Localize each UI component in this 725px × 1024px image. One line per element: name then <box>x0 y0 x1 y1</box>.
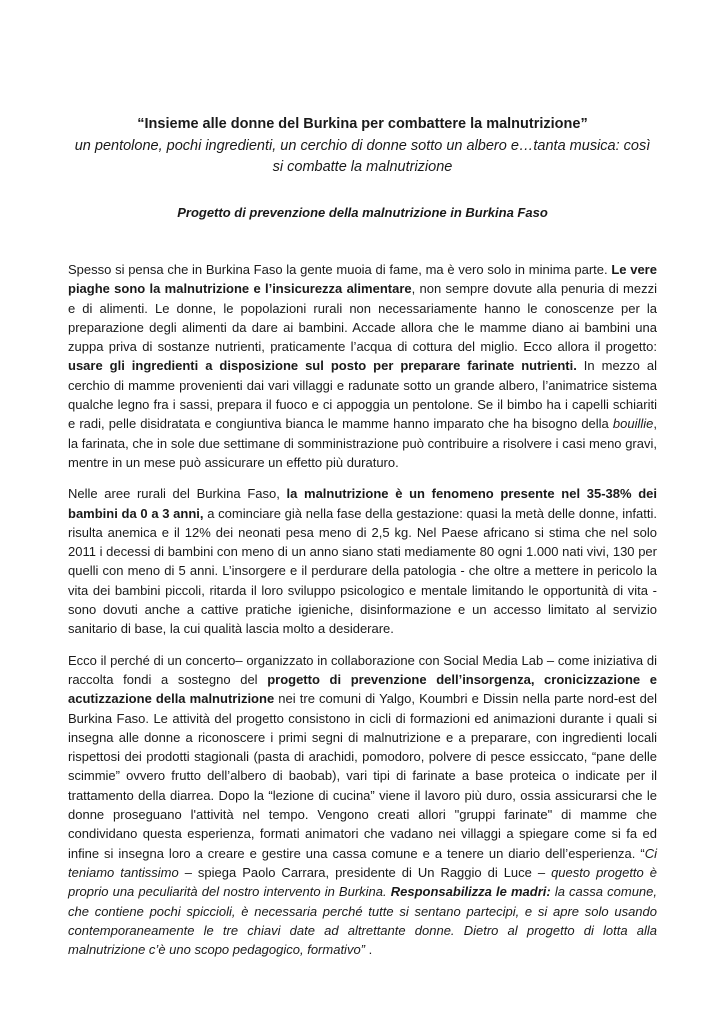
text-run: Nelle aree rurali del Burkina Faso, <box>68 486 287 502</box>
italic-run: Ci teniamo tantissimo <box>68 845 657 880</box>
document-subtitle: un pentolone, pochi ingredienti, un cerchio di donne sotto un albero e…tanta musica: così si combatte la malnutrizione <box>74 138 651 175</box>
document-title: “Insieme alle donne del Burkina per combattere la malnutrizione” <box>137 116 588 132</box>
bold-run: Le vere piaghe sono la malnutrizione e l’insicurezza alimentare <box>68 262 657 297</box>
paragraph-intro <box>68 260 657 472</box>
bold-run: la malnutrizione è un fenomeno presente nel 35-38% dei bambini da 0 a 3 anni, <box>68 486 657 521</box>
italic-run: bouillie <box>612 416 654 432</box>
project-heading: Progetto di prevenzione della malnutrizione in Burkina Faso <box>177 205 548 220</box>
text-run: Ecco il perché di un concerto– organizzato in collaborazione con Social Media Lab – come iniziativa di raccolta fondi a sostegno del <box>68 652 657 687</box>
text-run: , non sempre dovute alla penuria di mezzi e di alimenti. Le donne, le popolazioni rurali non necessariamente hanno le conoscenze per la preparazione degli alimenti da dare ai bambini. Accade allora che le mamme diano ai bambini una zuppa priva di sostanze nutrienti, praticamente l’acqua di cottura del miglio. Ecco allora il progetto: <box>68 281 657 355</box>
italic-run: questo progetto è proprio una peculiarità del nostro intervento in Burkina. <box>68 864 657 900</box>
text-run: In mezzo al cerchio di mamme provenienti dai vari villaggi e radunate sotto un grande albero, l’animatrice sistema qualche legno fra i sassi, prepara il fuoco e ci appoggia un pentolone. Se il bimbo ha i capelli schiariti e radi, pelle disidratata e congiuntiva bianca le mamme hanno imparato che ha bisogno della <box>68 358 657 432</box>
text-run: Spesso si pensa che in Burkina Faso la gente muoia di fame, ma è vero solo in minima parte. <box>68 262 612 277</box>
bold-run: progetto di prevenzione dell’insorgenza, cronicizzazione e acutizzazione della malnutrizione <box>68 671 657 707</box>
text-run: . <box>365 942 373 958</box>
italic-run: la cassa comune, che contiene pochi spiccioli, è necessaria perché tutte si sentano partecipi, e si apre solo usando contemporaneamente le tre chiavi date ad altrettante donne. Dietro al progetto di lotta alla malnutrizione c’è uno scopo pedagogico, formativo” <box>68 884 657 958</box>
text-run: – spiega Paolo Carrara, presidente di Un Raggio di Luce – <box>178 864 552 880</box>
text-run: nei tre comuni di Yalgo, Koumbri e Dissin nella parte nord-est del Burkina Faso. Le attività del progetto consistono in cicli di formazioni ed animazioni durante i quali si insegna alle donne a riconoscere i primi segni di malnutrizione e a preparare, con ingredienti locali rispettosi dei prodotti stagionali (pasta di arachidi, pomodoro, polvere di pesce essiccato, “pane delle scimmie” ovvero frutto dell’albero di baobab), vari tipi di farinate a base proteica o indicate per il trattamento della diarrea. Dopo la “lezione di cucina” viene il lavoro più duro, ossia assicurarsi che le donne proseguano l'attività nel tempo. Vengono creati allori "gruppi farinate" di mamme che condividano questa esperienza, formati animatori che vadano nei villaggi a spiegare come si fa ed infine si insegna loro a creare e gestire una cassa comune e a tenere un diario dell’esperienza. “ <box>68 691 657 861</box>
text-run: a cominciare già nella fase della gestazione: quasi la metà delle donne, infatti. risulta anemica e il 12% dei neonati pesa meno di 2,5 kg. Nel Paese africano si stima che nel solo 2011 i decessi di bambini con meno di un anno siano stati mediamente 80 ogni 1.000 nati vivi, 130 per quelli con meno di 5 anni. L’insorgere e il perdurare della patologia - che oltre a mettere in pericolo la vita dei bambini piccoli, ritarda il loro sviluppo psicologico e mentale limitando le opportunità di vita - sono dovuti anche a cattive pratiche igieniche, disinformazione e un accesso limitato al servizio sanitario di base, la cui qualità lascia molto a desiderare. <box>68 505 657 637</box>
paragraph-project <box>68 651 657 960</box>
text-run: , la farinata, che in sole due settimane di somministrazione può contribuire a risolvere i casi meno gravi, mentre in un mese può assicurare un effetto più duraturo. <box>68 416 657 470</box>
bold-italic-run: Responsabilizza le madri: <box>390 884 551 900</box>
paragraph-statistics <box>68 484 657 638</box>
bold-run: usare gli ingredienti a disposizione sul posto per preparare farinate nutrienti. <box>68 358 577 374</box>
